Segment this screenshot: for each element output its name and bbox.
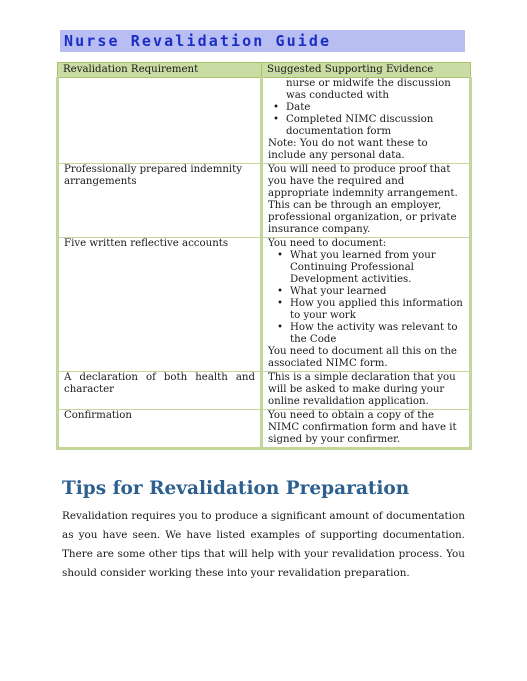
list-item: • Date: [286, 102, 464, 114]
evidence-cell: You need to obtain a copy of the NIMC confirmation form and have it signed by your confirmer.: [262, 410, 471, 449]
table-row: [58, 410, 471, 449]
evidence-outro: You need to document all this on the associated NIMC form.: [268, 346, 457, 369]
requirement-cell: [58, 372, 262, 410]
requirement-line: A declaration of both health and: [64, 372, 255, 383]
evidence-intro: You need to document:: [268, 238, 387, 249]
requirement-cell: [58, 78, 262, 164]
table-row: [58, 78, 471, 164]
requirement-cell: Confirmation: [58, 410, 262, 449]
header-evidence: Suggested Supporting Evidence: [262, 63, 471, 78]
requirement-line: character: [64, 384, 114, 395]
evidence-cell: You will need to produce proof that you have the required and appropriate indemnity arrangement. This can be through an employer, professional organization, or private insurance company.: [262, 164, 471, 238]
evidence-cell: [262, 238, 471, 372]
page-banner: [60, 30, 465, 52]
evidence-note: Note: You do not want these to include any personal data.: [268, 138, 428, 161]
evidence-list: [268, 250, 464, 346]
requirements-table: [56, 62, 472, 450]
section-heading: Tips for Revalidation Preparation: [62, 478, 410, 499]
header-requirement: Revalidation Requirement: [58, 63, 262, 78]
list-item: • Completed NIMC discussion documentation form: [286, 114, 464, 138]
table-row: [58, 238, 471, 372]
requirement-cell: Five written reflective accounts: [58, 238, 262, 372]
evidence-cell: [262, 78, 471, 164]
evidence-lead: nurse or midwife the discussion was conducted with: [286, 78, 451, 101]
evidence-list: [268, 102, 464, 138]
requirement-cell: Professionally prepared indemnity arrangements: [58, 164, 262, 238]
list-item: • How you applied this information to your work: [290, 298, 464, 322]
evidence-cell: This is a simple declaration that you will be asked to make during your online revalidation application.: [262, 372, 471, 410]
section-paragraph: Revalidation requires you to produce a significant amount of documentation as you have seen. We have listed examples of supporting documentation. There are some other tips that will help with your revalidation process. You should consider working these into your revalidation preparation.: [62, 510, 465, 579]
table-row: [58, 164, 471, 238]
list-item: • What you learned from your Continuing Professional Development activities.: [290, 250, 464, 286]
list-item: • What your learned: [290, 286, 464, 298]
banner-title: Nurse Revalidation Guide: [64, 32, 332, 50]
table-row: [58, 372, 471, 410]
list-item: • How the activity was relevant to the Code: [290, 322, 464, 346]
table-header-row: [58, 63, 471, 78]
